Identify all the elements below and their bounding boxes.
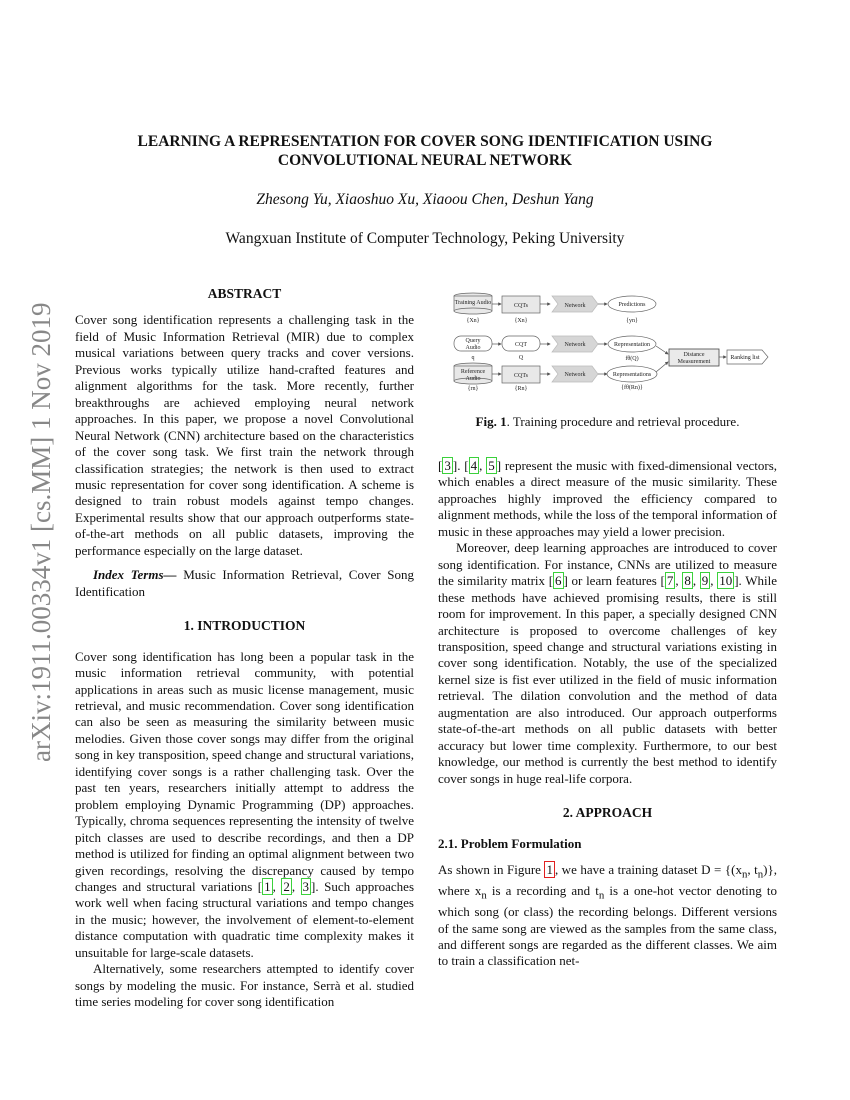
query-audio-node	[454, 336, 492, 361]
citation-link[interactable]: 3	[302, 878, 310, 894]
network-node-mid	[552, 336, 598, 352]
subsection-2-1-heading: 2.1. Problem Formulation	[438, 835, 582, 851]
figure-link[interactable]: 1	[546, 861, 553, 877]
arxiv-stamp	[12, 284, 62, 764]
figure-1	[440, 288, 780, 400]
citation-link[interactable]: 1	[264, 878, 271, 894]
citation-link[interactable]: 10	[719, 573, 733, 589]
reference-audio-node	[454, 363, 492, 392]
intro-paragraph-2-cont: [ 3 ]. [ 4 , 5 ] represent the music with fixed-dimensional vectors, which enables a direct measure of the music similarity. These approaches highly improved the efficiency compared to alignment methods, while the loss of the temporal information of music in these approaches may yield a lower precision.	[438, 458, 778, 539]
cqt-node	[502, 336, 540, 361]
representations-node	[607, 366, 657, 391]
index-terms	[75, 567, 414, 600]
svg-text:Representations: Representations	[612, 372, 652, 378]
intro-paragraph-3: Moreover, deep learning approaches are introduced to cover song identification. For instance, CNNs are utilized to measure the similarity matrix [ 6 ] or learn features [ 7 , 8 , 9 , 10 ]. While these methods have achieved promising results, there is still room for improvement. In this paper, a specially designed CNN architecture is proposed to overcome challenges of key transposition, speed change and structural variations existing in cover song identification. Notably, the use of the specialized kernel size is fist ever utilized in the field of music information retrieval. The dilation convolution and the method of data augmentation are also introduced. Our approach outperforms state-of-the-art methods on all public datasets with better accuracy but lower time complexity. Furthermore, to our best knowledge, our method is currently the best method to identify cover songs in huge real-life corpora.	[438, 540, 778, 786]
approach-paragraph-1: As shown in Figure 1 , we have a training dataset $D = \{(x_n$, $t_n$)}, where $x_n$ is a recording and $t_n$ is a one-hot vector denoting to which song (or class) the recording belongs. Different versions of the same song are viewed as the samples from the same class, and different songs are regarded as the different classes. We aim to train a classification net-	[438, 861, 777, 969]
citation-link[interactable]: 9	[701, 573, 709, 589]
svg-text:{Xn}: {Xn}	[514, 318, 528, 324]
figure-caption: Fig. 1. Training procedure and retrieval procedure.	[475, 414, 740, 429]
svg-text:Audio: Audio	[465, 376, 481, 382]
svg-text:Q: Q	[518, 355, 524, 361]
svg-text:CQTs: CQTs	[514, 373, 528, 379]
svg-text:Predictions: Predictions	[618, 302, 646, 308]
predictions-node	[608, 296, 656, 324]
svg-text:Network: Network	[564, 372, 586, 378]
svg-text:Reference: Reference	[460, 369, 486, 375]
section2-heading: 2. APPROACH	[562, 805, 653, 821]
ranking-list-node	[727, 350, 768, 364]
intro-paragraph-1: Cover song identification has long been a popular task in the music information retrieval community, with potential applications in areas such as music license management, music retrieval, and music recommendation. Cover song identification can also be seen as measuring the similarity between music melodies. Given those cover songs may differ from the original song in key transposition, speed change and structural variations, identifying cover songs is a rather challenging task. Over the past ten years, researchers initially attempt to address the problem employing Dynamic Programming (DP) approaches. Typically, chroma sequences representing the intensity of twelve pitch classes are used to describe recordings, and then a DP method is utilized for finding an optimal alignment between two given recordings, resolving the discrepancy caused by tempo changes and structural variations [ 1 , 2 , 3 ]. Such approaches work well when facing structural variations and tempo changes in the music; however, the involvement of element-to-element distance computation with quadratic time complexity makes it unsuitable for large-scale datasets.	[75, 648, 415, 960]
citation-link[interactable]: 2	[283, 878, 290, 894]
distance-measurement-node	[669, 349, 719, 366]
abstract-text: Cover song identification represents a challenging task in the field of Music Information Retrieval (MIR) due to complex musical variations between query tracks and cover versions. Previous works typically utilize hand-crafted features and alignment algorithms for the task. More recently, further breakthroughs are achieved employing neural network approaches. In this paper, we propose a novel Convolutional Neural Network (CNN) architecture based on the characteristics of the cover song task. We first train the network through classification strategies; the network is then used to extract music representation for cover song identification. A scheme is designed to train robust models against tempo changes. Experimental results show that our approach outperforms state-of-the-art methods on all public datasets, improving the performance especially on the large dataset.	[75, 312, 414, 558]
affiliation: Wangxuan Institute of Computer Technology, Peking University	[225, 230, 625, 247]
svg-text:{fθ(Rn)}: {fθ(Rn)}	[621, 385, 643, 391]
paper-title: LEARNING A REPRESENTATION FOR COVER SONG IDENTIFICATION USING CONVOLUTIONAL NEURAL NETWORK	[137, 133, 713, 169]
index-terms-text: Music Information Retrieval, Cover Song Identification	[75, 567, 414, 599]
svg-text:Audio: Audio	[465, 345, 481, 351]
svg-text:Representation: Representation	[614, 342, 650, 348]
svg-text:{Xn}: {Xn}	[466, 318, 480, 324]
intro-paragraph-2-start: Alternatively, some researchers attempted to identify cover songs by modeling the music. For instance, Serrà et al. studied time series modeling for cover song identification	[75, 961, 414, 1010]
svg-text:Network: Network	[564, 342, 586, 348]
svg-text:{Rn}: {Rn}	[514, 386, 528, 392]
abstract-heading: ABSTRACT	[207, 286, 282, 301]
svg-text:Training Audio: Training Audio	[454, 300, 492, 306]
left-column	[75, 286, 414, 1011]
training-audio-node	[454, 293, 492, 324]
cqts-bottom-node	[502, 366, 540, 392]
representation-node	[608, 336, 656, 362]
network-node-bottom	[552, 366, 598, 382]
svg-text:Network: Network	[564, 303, 586, 309]
svg-text:{rn}: {rn}	[467, 386, 479, 392]
network-node-top	[552, 296, 598, 312]
citation-link[interactable]: 4	[470, 458, 478, 473]
svg-text:Distance: Distance	[683, 352, 705, 358]
citation-link[interactable]: 6	[555, 573, 562, 589]
citation-link[interactable]: 5	[488, 458, 495, 473]
section1-heading: 1. INTRODUCTION	[183, 618, 306, 634]
authors: Zhesong Yu, Xiaoshuo Xu, Xiaoou Chen, Deshun Yang	[256, 191, 594, 208]
right-column	[438, 458, 777, 970]
svg-text:Ranking list: Ranking list	[730, 355, 760, 361]
cqts-top-node	[502, 296, 540, 324]
citation-link[interactable]: 8	[684, 573, 691, 589]
svg-text:fθ(Q): fθ(Q)	[625, 356, 639, 362]
svg-text:CQTs: CQTs	[514, 303, 528, 309]
index-terms-label: Index Terms—	[93, 567, 177, 583]
citation-link[interactable]: 7	[666, 573, 674, 589]
svg-text:Measurement: Measurement	[677, 359, 711, 365]
svg-text:CQT: CQT	[515, 342, 527, 348]
citation-link[interactable]: 3	[444, 458, 451, 473]
svg-text:{yn}: {yn}	[626, 318, 638, 324]
svg-text:q: q	[471, 355, 475, 361]
arxiv-id: arXiv:1911.00334v1 [cs.MM] 1 Nov 2019	[26, 302, 56, 762]
svg-text:Query: Query	[465, 338, 481, 344]
